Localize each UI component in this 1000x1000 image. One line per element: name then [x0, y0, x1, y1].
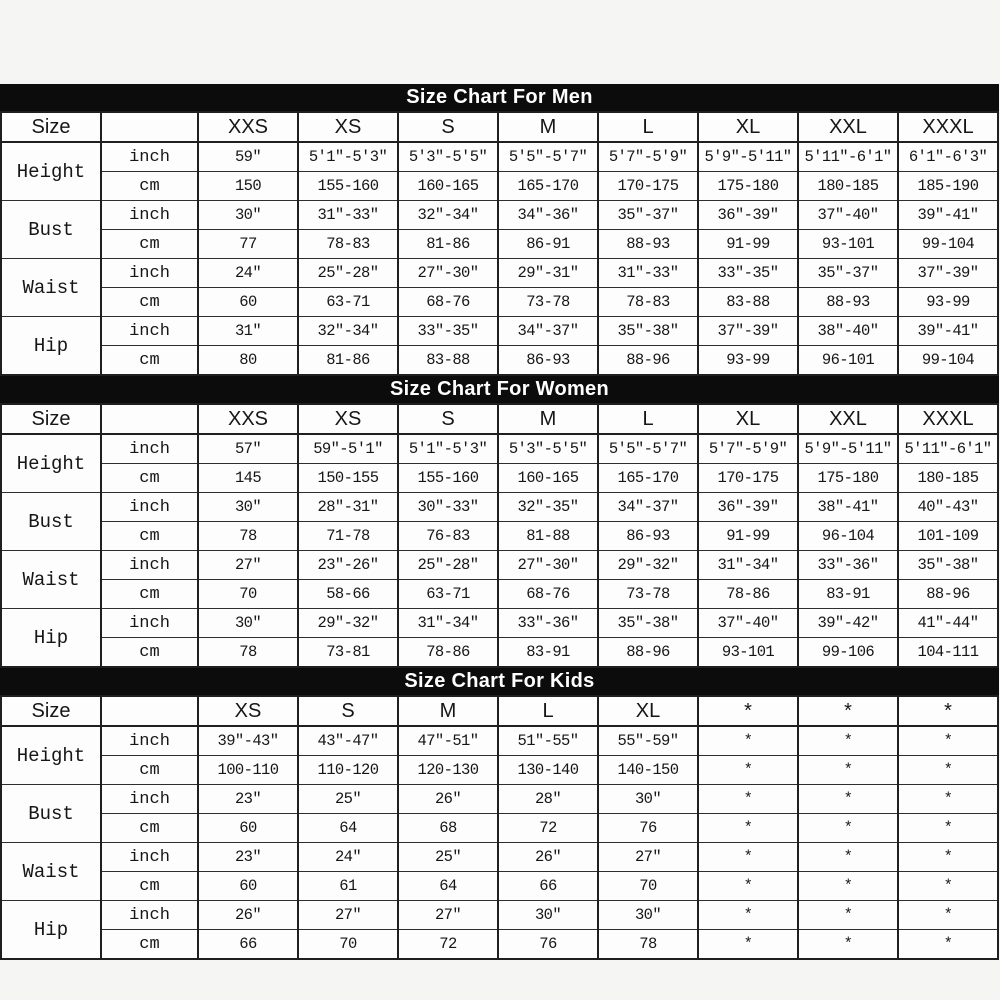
unit-label-cm: cm — [101, 522, 198, 551]
size-value-cell: * — [698, 756, 798, 785]
size-value-cell: 37"-39" — [898, 259, 998, 288]
size-value-cell: 36"-39" — [698, 493, 798, 522]
size-value-cell: 31"-34" — [398, 609, 498, 638]
size-value-cell: 93-99 — [698, 346, 798, 376]
measurement-label: Hip — [1, 317, 101, 376]
size-value-cell: 59″ — [198, 142, 298, 172]
size-value-cell: 30" — [598, 901, 698, 930]
size-value-cell: 160-165 — [498, 464, 598, 493]
size-value-cell: 72 — [398, 930, 498, 960]
size-value-cell: 175-180 — [798, 464, 898, 493]
size-value-cell: 88-96 — [898, 580, 998, 609]
size-value-cell: 31"-33" — [298, 201, 398, 230]
size-value-cell: 60 — [198, 288, 298, 317]
size-value-cell: 5′11"-6′1" — [898, 434, 998, 464]
size-value-cell: 24″ — [198, 259, 298, 288]
size-value-cell: 30"-33" — [398, 493, 498, 522]
size-value-cell: * — [798, 901, 898, 930]
size-value-cell: 88-93 — [798, 288, 898, 317]
size-table-women — [0, 403, 999, 668]
section-title: Size Chart For Kids — [404, 670, 595, 692]
column-header: XL — [598, 696, 698, 726]
size-value-cell: 5′3"-5′5" — [398, 142, 498, 172]
size-value-cell: 34"-37" — [598, 493, 698, 522]
size-value-cell: 26" — [398, 785, 498, 814]
size-value-cell: 60 — [198, 814, 298, 843]
size-value-cell: 180-185 — [898, 464, 998, 493]
size-value-cell: 5′9"-5′11" — [798, 434, 898, 464]
size-value-cell: 27" — [298, 901, 398, 930]
header-spacer-cell — [101, 404, 198, 434]
size-value-cell: 30" — [598, 785, 698, 814]
size-value-cell: * — [898, 756, 998, 785]
measurement-label: Waist — [1, 259, 101, 317]
size-value-cell: 160-165 — [398, 172, 498, 201]
size-value-cell: 61 — [298, 872, 398, 901]
size-value-cell: 47"-51" — [398, 726, 498, 756]
size-value-cell: 130-140 — [498, 756, 598, 785]
unit-label-cm: cm — [101, 230, 198, 259]
size-value-cell: 33"-35" — [398, 317, 498, 346]
size-value-cell: 73-78 — [598, 580, 698, 609]
size-value-cell: * — [898, 901, 998, 930]
size-value-cell: 63-71 — [398, 580, 498, 609]
size-value-cell: 66 — [498, 872, 598, 901]
size-value-cell: 140-150 — [598, 756, 698, 785]
size-value-cell: 80 — [198, 346, 298, 376]
size-value-cell: 83-88 — [698, 288, 798, 317]
size-value-cell: 27″ — [198, 551, 298, 580]
size-value-cell: 83-91 — [498, 638, 598, 668]
column-header: XL — [698, 404, 798, 434]
size-value-cell: 30" — [498, 901, 598, 930]
column-header: XXS — [198, 404, 298, 434]
measurement-label: Height — [1, 142, 101, 201]
section-title: Size Chart For Men — [406, 86, 593, 108]
measurement-label: Bust — [1, 201, 101, 259]
size-value-cell: 72 — [498, 814, 598, 843]
size-value-cell: 35"-38" — [898, 551, 998, 580]
size-value-cell: 30″ — [198, 609, 298, 638]
size-value-cell: * — [898, 872, 998, 901]
size-value-cell: 86-93 — [498, 346, 598, 376]
section-title-bar-women — [0, 376, 999, 403]
size-value-cell: 81-86 — [398, 230, 498, 259]
size-value-cell: 25"-28" — [398, 551, 498, 580]
section-title-bar-men — [0, 84, 999, 111]
size-value-cell: 37"-40" — [798, 201, 898, 230]
column-header: S — [398, 404, 498, 434]
size-value-cell: 88-93 — [598, 230, 698, 259]
size-value-cell: 5′11"-6′1" — [798, 142, 898, 172]
section-title-bar-kids — [0, 668, 999, 695]
size-value-cell: 39″-43″ — [198, 726, 298, 756]
size-value-cell: 32"-34" — [298, 317, 398, 346]
unit-label-inch: inch — [101, 493, 198, 522]
size-value-cell: 155-160 — [398, 464, 498, 493]
size-value-cell: 155-160 — [298, 172, 398, 201]
size-value-cell: 101-109 — [898, 522, 998, 551]
size-value-cell: * — [698, 901, 798, 930]
size-value-cell: 27" — [398, 901, 498, 930]
size-value-cell: 78 — [198, 522, 298, 551]
size-value-cell: 59"-5′1" — [298, 434, 398, 464]
size-value-cell: 185-190 — [898, 172, 998, 201]
size-value-cell: 81-88 — [498, 522, 598, 551]
size-value-cell: 78 — [598, 930, 698, 960]
size-table-kids — [0, 695, 999, 960]
size-value-cell: 78-83 — [598, 288, 698, 317]
size-value-cell: 165-170 — [598, 464, 698, 493]
unit-label-inch: inch — [101, 434, 198, 464]
measurement-label: Waist — [1, 551, 101, 609]
size-value-cell: 5′1"-5′3" — [298, 142, 398, 172]
size-value-cell: 57″ — [198, 434, 298, 464]
size-value-cell: 96-104 — [798, 522, 898, 551]
size-value-cell: 33"-36" — [798, 551, 898, 580]
size-value-cell: 78 — [198, 638, 298, 668]
size-value-cell: 91-99 — [698, 230, 798, 259]
size-value-cell: 110-120 — [298, 756, 398, 785]
size-value-cell: 24" — [298, 843, 398, 872]
size-value-cell: 165-170 — [498, 172, 598, 201]
size-value-cell: 68-76 — [498, 580, 598, 609]
size-chart-section-men — [0, 84, 999, 376]
size-value-cell: * — [798, 785, 898, 814]
size-value-cell: 78-83 — [298, 230, 398, 259]
size-value-cell: 78-86 — [698, 580, 798, 609]
unit-label-inch: inch — [101, 142, 198, 172]
unit-label-inch: inch — [101, 259, 198, 288]
size-value-cell: 5′7"-5′9" — [698, 434, 798, 464]
unit-label-cm: cm — [101, 346, 198, 376]
size-value-cell: 23"-26" — [298, 551, 398, 580]
column-header: XXS — [198, 112, 298, 142]
size-value-cell: 63-71 — [298, 288, 398, 317]
size-value-cell: 26" — [198, 901, 298, 930]
unit-label-inch: inch — [101, 785, 198, 814]
size-value-cell: 27" — [598, 843, 698, 872]
size-value-cell: 31"-33" — [598, 259, 698, 288]
size-value-cell: * — [698, 814, 798, 843]
column-header: L — [598, 112, 698, 142]
size-value-cell: 29"-31" — [498, 259, 598, 288]
size-value-cell: 34"-37" — [498, 317, 598, 346]
size-value-cell: 5′7"-5′9" — [598, 142, 698, 172]
size-value-cell: 99-106 — [798, 638, 898, 668]
column-header: S — [298, 696, 398, 726]
size-value-cell: 60 — [198, 872, 298, 901]
size-value-cell: 170-175 — [598, 172, 698, 201]
header-spacer-cell — [101, 696, 198, 726]
size-label: Size — [1, 696, 101, 726]
measurement-label: Hip — [1, 901, 101, 960]
size-value-cell: 83-91 — [798, 580, 898, 609]
size-value-cell: * — [898, 726, 998, 756]
unit-label-cm: cm — [101, 814, 198, 843]
size-value-cell: 71-78 — [298, 522, 398, 551]
size-value-cell: 5′3"-5′5" — [498, 434, 598, 464]
size-value-cell: 73-81 — [298, 638, 398, 668]
size-value-cell: 35"-37" — [798, 259, 898, 288]
size-value-cell: * — [898, 930, 998, 960]
size-value-cell: * — [798, 843, 898, 872]
size-value-cell: 68 — [398, 814, 498, 843]
size-value-cell: * — [798, 756, 898, 785]
size-value-cell: 76-83 — [398, 522, 498, 551]
size-value-cell: 76 — [598, 814, 698, 843]
size-value-cell: 96-101 — [798, 346, 898, 376]
size-value-cell: 38"-41" — [798, 493, 898, 522]
size-value-cell: 31″ — [198, 317, 298, 346]
size-value-cell: * — [798, 814, 898, 843]
unit-label-cm: cm — [101, 756, 198, 785]
size-value-cell: 150 — [198, 172, 298, 201]
size-value-cell: 33"-35" — [698, 259, 798, 288]
unit-label-inch: inch — [101, 317, 198, 346]
size-value-cell: 51"-55" — [498, 726, 598, 756]
size-value-cell: 23" — [198, 785, 298, 814]
size-value-cell: * — [698, 726, 798, 756]
column-header: M — [398, 696, 498, 726]
size-value-cell: 66 — [198, 930, 298, 960]
size-value-cell: 73-78 — [498, 288, 598, 317]
size-value-cell: * — [698, 872, 798, 901]
size-value-cell: 6′1"-6′3" — [898, 142, 998, 172]
unit-label-inch: inch — [101, 843, 198, 872]
size-value-cell: * — [798, 726, 898, 756]
size-value-cell: 41"-44" — [898, 609, 998, 638]
size-value-cell: 170-175 — [698, 464, 798, 493]
column-header: M — [498, 112, 598, 142]
column-header: M — [498, 404, 598, 434]
size-chart-tables — [0, 84, 999, 960]
size-chart-section-kids — [0, 668, 999, 960]
size-value-cell: 180-185 — [798, 172, 898, 201]
size-value-cell: 31"-34" — [698, 551, 798, 580]
column-header: XXL — [798, 112, 898, 142]
measurement-label: Height — [1, 434, 101, 493]
size-value-cell: 35"-38" — [598, 609, 698, 638]
size-value-cell: 99-104 — [898, 346, 998, 376]
column-header: * — [798, 696, 898, 726]
unit-label-cm: cm — [101, 930, 198, 960]
size-value-cell: 34"-36" — [498, 201, 598, 230]
size-value-cell: 35"-37" — [598, 201, 698, 230]
size-value-cell: 26" — [498, 843, 598, 872]
size-value-cell: 27"-30" — [398, 259, 498, 288]
size-value-cell: 58-66 — [298, 580, 398, 609]
size-value-cell: 150-155 — [298, 464, 398, 493]
size-value-cell: 35"-38" — [598, 317, 698, 346]
size-value-cell: 120-130 — [398, 756, 498, 785]
size-value-cell: 5′5"-5′7" — [498, 142, 598, 172]
unit-label-cm: cm — [101, 580, 198, 609]
measurement-label: Hip — [1, 609, 101, 668]
unit-label-inch: inch — [101, 726, 198, 756]
size-value-cell: 43"-47" — [298, 726, 398, 756]
size-value-cell: 64 — [398, 872, 498, 901]
unit-label-inch: inch — [101, 201, 198, 230]
measurement-label: Waist — [1, 843, 101, 901]
size-value-cell: 64 — [298, 814, 398, 843]
column-header: XL — [698, 112, 798, 142]
size-value-cell: 93-101 — [698, 638, 798, 668]
size-table-men — [0, 111, 999, 376]
unit-label-inch: inch — [101, 551, 198, 580]
size-value-cell: 88-96 — [598, 638, 698, 668]
size-value-cell: 32"-35" — [498, 493, 598, 522]
size-value-cell: 29"-32" — [298, 609, 398, 638]
size-value-cell: 29"-32" — [598, 551, 698, 580]
size-value-cell: * — [698, 843, 798, 872]
size-value-cell: 5′9"-5′11" — [698, 142, 798, 172]
size-value-cell: 27"-30" — [498, 551, 598, 580]
measurement-label: Bust — [1, 493, 101, 551]
size-value-cell: * — [898, 814, 998, 843]
size-value-cell: 91-99 — [698, 522, 798, 551]
size-value-cell: 93-101 — [798, 230, 898, 259]
size-value-cell: 83-88 — [398, 346, 498, 376]
size-label: Size — [1, 404, 101, 434]
size-value-cell: 38"-40" — [798, 317, 898, 346]
measurement-label: Bust — [1, 785, 101, 843]
size-value-cell: 37"-39" — [698, 317, 798, 346]
unit-label-cm: cm — [101, 288, 198, 317]
size-value-cell: * — [798, 872, 898, 901]
section-title: Size Chart For Women — [390, 378, 609, 400]
column-header: XXXL — [898, 404, 998, 434]
size-value-cell: 36"-39" — [698, 201, 798, 230]
size-value-cell: 39"-41" — [898, 317, 998, 346]
size-value-cell: 145 — [198, 464, 298, 493]
column-header: S — [398, 112, 498, 142]
size-value-cell: 5′5"-5′7" — [598, 434, 698, 464]
size-value-cell: 77 — [198, 230, 298, 259]
size-value-cell: 33"-36" — [498, 609, 598, 638]
size-value-cell: 5′1"-5′3" — [398, 434, 498, 464]
size-value-cell: * — [898, 785, 998, 814]
column-header: XS — [298, 404, 398, 434]
size-value-cell: 23" — [198, 843, 298, 872]
column-header: L — [498, 696, 598, 726]
size-value-cell: 175-180 — [698, 172, 798, 201]
size-label: Size — [1, 112, 101, 142]
size-value-cell: 30″ — [198, 201, 298, 230]
column-header: XXXL — [898, 112, 998, 142]
column-header: XS — [298, 112, 398, 142]
size-value-cell: 68-76 — [398, 288, 498, 317]
size-value-cell: 70 — [298, 930, 398, 960]
size-value-cell: 70 — [198, 580, 298, 609]
unit-label-cm: cm — [101, 872, 198, 901]
measurement-label: Height — [1, 726, 101, 785]
column-header: XS — [198, 696, 298, 726]
size-value-cell: * — [698, 930, 798, 960]
column-header: * — [698, 696, 798, 726]
size-value-cell: 39"-42" — [798, 609, 898, 638]
unit-label-inch: inch — [101, 901, 198, 930]
size-value-cell: 70 — [598, 872, 698, 901]
size-value-cell: 99-104 — [898, 230, 998, 259]
size-value-cell: 76 — [498, 930, 598, 960]
size-value-cell: 86-91 — [498, 230, 598, 259]
size-value-cell: 55"-59" — [598, 726, 698, 756]
column-header: XXL — [798, 404, 898, 434]
size-value-cell: 104-111 — [898, 638, 998, 668]
size-value-cell: 28" — [498, 785, 598, 814]
size-value-cell: 37"-40" — [698, 609, 798, 638]
size-chart-section-women — [0, 376, 999, 668]
size-value-cell: * — [898, 843, 998, 872]
size-value-cell: 78-86 — [398, 638, 498, 668]
size-value-cell: 93-99 — [898, 288, 998, 317]
unit-label-cm: cm — [101, 638, 198, 668]
size-value-cell: 81-86 — [298, 346, 398, 376]
unit-label-cm: cm — [101, 464, 198, 493]
size-value-cell: 100-110 — [198, 756, 298, 785]
header-spacer-cell — [101, 112, 198, 142]
unit-label-cm: cm — [101, 172, 198, 201]
column-header: * — [898, 696, 998, 726]
size-value-cell: 86-93 — [598, 522, 698, 551]
size-value-cell: 28"-31" — [298, 493, 398, 522]
size-value-cell: 30″ — [198, 493, 298, 522]
size-value-cell: 39"-41" — [898, 201, 998, 230]
size-value-cell: * — [798, 930, 898, 960]
size-value-cell: * — [698, 785, 798, 814]
size-value-cell: 32"-34" — [398, 201, 498, 230]
unit-label-inch: inch — [101, 609, 198, 638]
size-value-cell: 25" — [298, 785, 398, 814]
size-value-cell: 88-96 — [598, 346, 698, 376]
size-value-cell: 40"-43" — [898, 493, 998, 522]
size-value-cell: 25"-28" — [298, 259, 398, 288]
column-header: L — [598, 404, 698, 434]
size-value-cell: 25" — [398, 843, 498, 872]
